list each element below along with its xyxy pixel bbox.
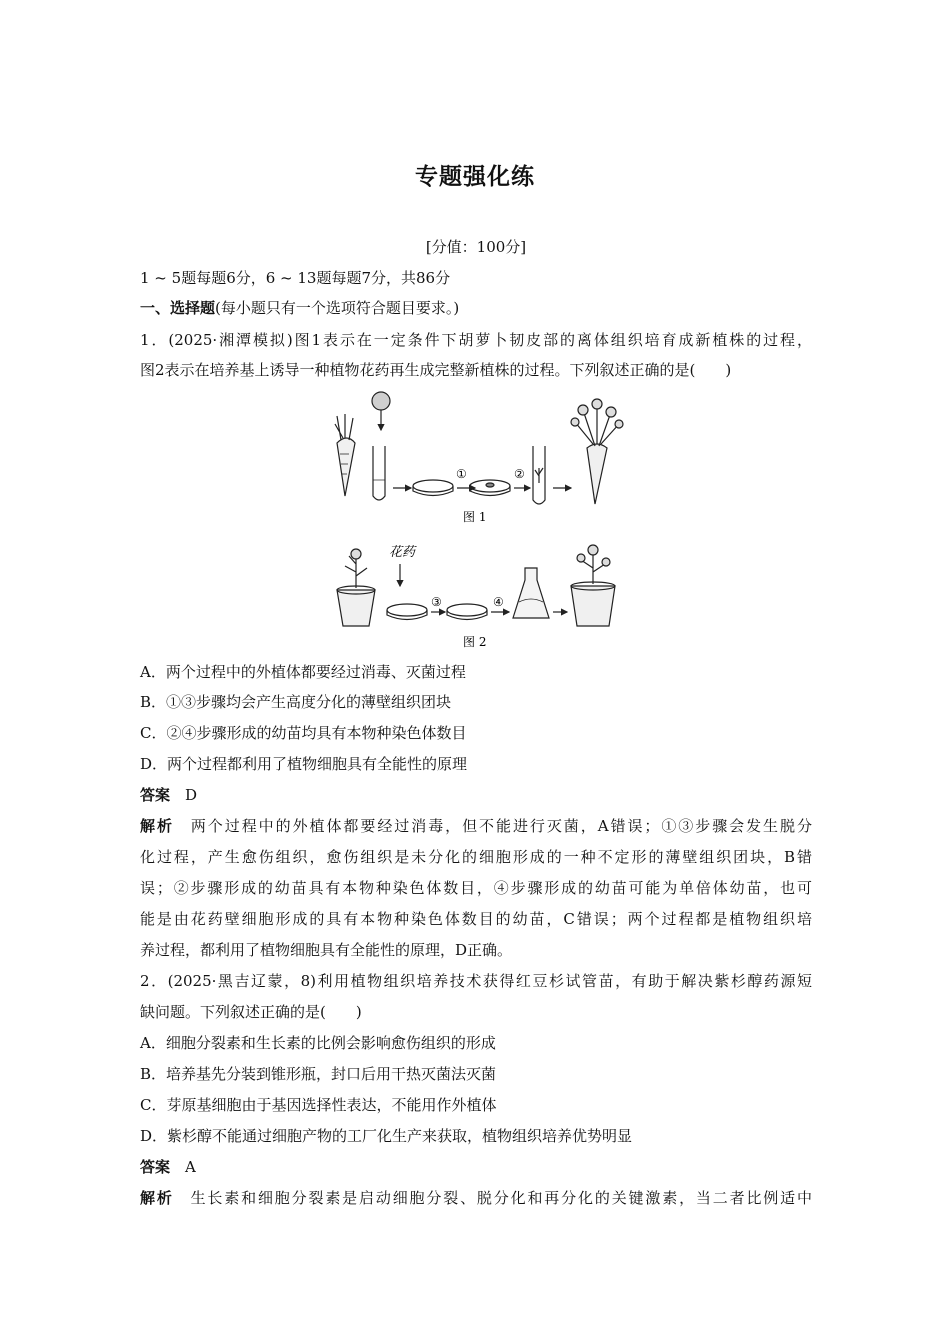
q1-stem-line-2: 图2表示在培养基上诱导一种植物花药再生成完整新植株的过程。下列叙述正确的是( ) bbox=[140, 361, 732, 379]
fig2-step-4: ④ bbox=[493, 595, 504, 609]
q2-stem-line-1: 2．(2025·黑吉辽蒙，8)利用植物组织培养技术获得红豆杉试管苗，有助于解决紫杉醇药源短 bbox=[140, 972, 812, 990]
q1-option-b: B．①③步骤均会产生高度分化的薄壁组织团块 bbox=[140, 693, 452, 711]
petri-dish-icon bbox=[413, 480, 453, 492]
q1-analysis-line-5: 养过程，都利用了植物细胞具有全能性的原理，D正确。 bbox=[140, 941, 513, 959]
carrot-leaves-icon bbox=[335, 414, 353, 440]
flower-stem-icon bbox=[345, 556, 367, 588]
q1-analysis-line-3: 误；②步骤形成的幼苗具有本物种染色体数目，④步骤形成的幼苗可能为单倍体幼苗，也可 bbox=[140, 879, 812, 897]
q2-option-b: B．培养基先分装到锥形瓶，封口后用干热灭菌法灭菌 bbox=[140, 1065, 497, 1083]
points-note: 1 ~ 5题每题6分，6 ~ 13题每题7分，共86分 bbox=[140, 269, 451, 287]
analysis-text: 两个过程中的外植体都要经过消毒，但不能进行灭菌，A错误；①③步骤会发生脱分 bbox=[190, 817, 812, 835]
q1-analysis-line-4: 能是由花药壁细胞形成的具有本物种染色体数目的幼苗，C错误；两个过程都是植物组织培 bbox=[140, 910, 812, 928]
flower-icon bbox=[351, 549, 361, 559]
new-carrot-plant-icon bbox=[587, 444, 607, 504]
fig1-step-2: ② bbox=[514, 467, 525, 481]
figure-1-carrot-culture bbox=[325, 388, 625, 528]
callus-dish-icon bbox=[447, 604, 487, 616]
fig2-anther-label: 花药 bbox=[389, 545, 416, 560]
q1-analysis-line-1 bbox=[140, 816, 812, 836]
score-note: [分值：100分] bbox=[425, 238, 527, 256]
q2-stem-line-2: 缺问题。下列叙述正确的是( ) bbox=[140, 1003, 362, 1021]
fig2-step-3: ③ bbox=[431, 595, 442, 609]
q1-answer bbox=[140, 785, 812, 805]
carrot-root-icon bbox=[337, 438, 355, 496]
regenerated-plant-pot-icon bbox=[571, 586, 615, 626]
q1-stem-line-1: 1．(2025·湘潭模拟)图1表示在一定条件下胡萝卜韧皮部的离体组织培育成新植株的过程， bbox=[140, 331, 812, 349]
analysis-label: 解析 bbox=[140, 817, 174, 835]
test-tube-icon bbox=[373, 446, 385, 500]
conical-flask-icon bbox=[513, 568, 549, 618]
section-note: (每小题只有一个选项符合题目要求。) bbox=[215, 299, 460, 317]
anther-dish-icon bbox=[387, 604, 427, 616]
q2-answer bbox=[140, 1157, 812, 1177]
answer-value: A bbox=[185, 1158, 196, 1176]
q2-option-c: C．芽原基细胞由于基因选择性表达，不能用作外植体 bbox=[140, 1096, 497, 1114]
figure-2-anther-culture bbox=[325, 538, 625, 653]
analysis-label: 解析 bbox=[140, 1189, 174, 1207]
page-title: 专题强化练 bbox=[415, 164, 535, 190]
section-heading bbox=[140, 298, 812, 318]
analysis-text: 生长素和细胞分裂素是启动细胞分裂、脱分化和再分化的关键激素，当二者比例适中 bbox=[190, 1189, 812, 1207]
flower-pot-icon bbox=[337, 590, 375, 626]
fig2-caption: 图 2 bbox=[463, 635, 487, 649]
q2-option-a: A．细胞分裂素和生长素的比例会影响愈伤组织的形成 bbox=[140, 1034, 496, 1052]
q1-option-c: C．②④步骤形成的幼苗均具有本物种染色体数目 bbox=[140, 724, 467, 742]
fig1-step-1: ① bbox=[456, 467, 467, 481]
answer-value: D bbox=[185, 786, 198, 804]
section-title: 一、选择题 bbox=[140, 299, 216, 317]
q2-option-d: D．紫杉醇不能通过细胞产物的工厂化生产来获取，植物组织培养优势明显 bbox=[140, 1127, 633, 1145]
q1-option-d: D．两个过程都利用了植物细胞具有全能性的原理 bbox=[140, 755, 468, 773]
answer-label: 答案 bbox=[140, 1158, 171, 1176]
tissue-sample-icon bbox=[372, 392, 390, 410]
answer-label: 答案 bbox=[140, 786, 171, 804]
q2-analysis-line-1 bbox=[140, 1188, 812, 1208]
fig1-caption: 图 1 bbox=[463, 510, 487, 524]
q1-analysis-line-2: 化过程，产生愈伤组织，愈伤组织是未分化的细胞形成的一种不定形的薄壁组织团块，B错 bbox=[140, 848, 812, 866]
q1-option-a: A．两个过程中的外植体都要经过消毒、灭菌过程 bbox=[140, 663, 466, 681]
